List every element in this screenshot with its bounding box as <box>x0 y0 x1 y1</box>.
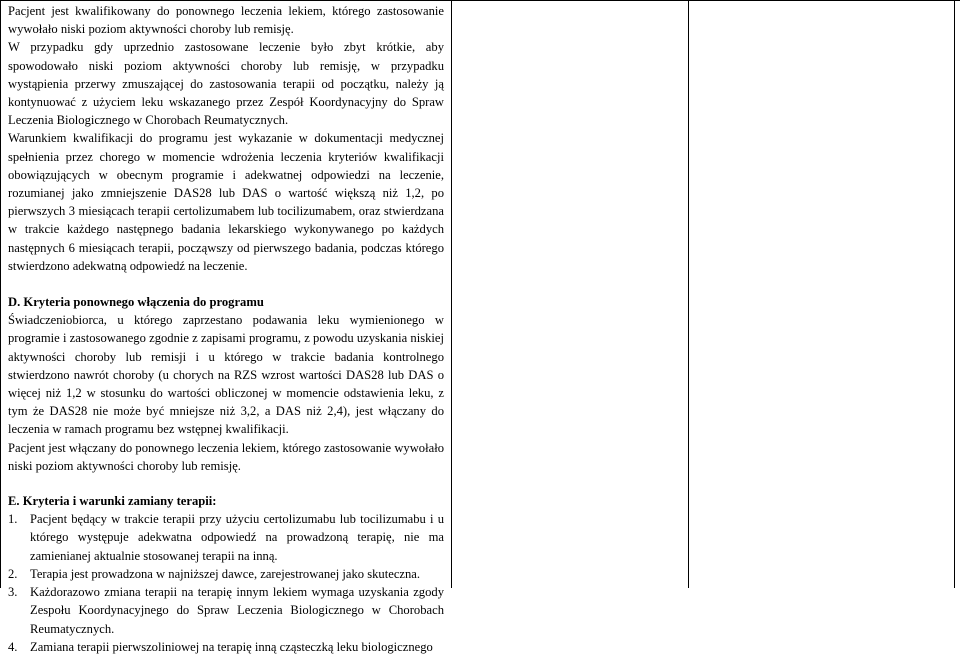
list-item-number: 4. <box>8 639 18 654</box>
section-d-paragraph-2: Pacjent jest włączany do ponownego leczenia lekiem, którego zastosowanie wywołało niski poziom aktywności choroby lub remisję. <box>8 440 444 473</box>
left-cell-content <box>8 2 444 656</box>
intro-paragraph-2: W przypadku gdy uprzednio zastosowane leczenie było zbyt krótkie, aby spowodowało niski poziom aktywności choroby lub remisję, w przypadku wystąpienia przerwy zmuszającej do zastosowania terapii od początku, należy ją kontynuować z użyciem leku wskazanego przez Zespół Koordynacyjny do Spraw Leczenia Biologicznego w Chorobach Reumatycznych. <box>8 40 444 128</box>
list-item-number: 1. <box>8 512 18 527</box>
list-item <box>8 510 444 565</box>
list-item-text: Każdorazowo zmiana terapii na terapię innym lekiem wymaga uzyskania zgody Zespołu Koordynacyjnego do Spraw Leczenia Biologicznego w Chorobach Reumatycznych. <box>30 585 444 636</box>
table-border-right <box>954 1 955 588</box>
intro-paragraph-3: Warunkiem kwalifikacji do programu jest wykazanie w dokumentacji medycznej spełnienia przez chorego w momencie wdrożenia leczenia kryteriów kwalifikacji obowiązujących w obecnym programie i adekwatnej odpowiedzi na leczenie, rozumianej jako zmniejszenie DAS28 lub DAS o wartość większą niż 1,2, po pierwszych 3 miesiącach terapii certolizumabem lub tocilizumabem, oraz stwierdzana w trakcie każdego następnego badania lekarskiego wykonywanego po każdych następnych 6 miesiącach terapii, począwszy od pierwszego badania, podczas którego stwierdzono adekwatną odpowiedź na leczenie. <box>8 131 444 273</box>
table-column-divider-1 <box>451 1 452 588</box>
list-item <box>8 583 444 638</box>
list-item <box>8 565 444 583</box>
section-d-paragraph-1: Świadczeniobiorca, u którego zaprzestano podawania leku wymienionego w programie i zastosowanego zgodnie z zapisami programu, z powodu uzyskania niskiej aktywności choroby lub remisji i u którego w trakcie badania kontrolnego stwierdzono nawrót choroby (u chorych na RZS wzrost wartości DAS28 lub DAS o więcej niż 1,2 w stosunku do wartości obliczonej w momencie odstawienia leku, z tym że DAS28 nie może być mniejsze niż 3,2, a DAS niż 2,4), jest włączany do leczenia w ramach programu bez wstępnej kwalifikacji. <box>8 313 444 437</box>
list-item-number: 3. <box>8 585 18 600</box>
section-e-heading: E. Kryteria i warunki zamiany terapii: <box>8 494 217 509</box>
list-item-text: Zamiana terapii pierwszoliniowej na terapię inną cząsteczką leku biologicznego <box>30 639 433 654</box>
section-e-list <box>8 510 444 656</box>
list-item-text: Pacjent będący w trakcie terapii przy użyciu certolizumabu lub tocilizumabu i u którego występuje adekwatna odpowiedź na prowadzoną terapię, nie ma zamienianej aktualnie stosowanej terapii na inną. <box>30 512 444 563</box>
intro-paragraph-1: Pacjent jest kwalifikowany do ponownego leczenia lekiem, którego zastosowanie wywołało niski poziom aktywności choroby lub remisję. <box>8 4 444 37</box>
section-d-heading: D. Kryteria ponownego włączenia do programu <box>8 295 264 310</box>
list-item-text: Terapia jest prowadzona w najniższej dawce, zarejestrowanej jako skuteczna. <box>30 566 421 581</box>
list-item-number: 2. <box>8 566 18 581</box>
table-border-left <box>0 1 1 588</box>
list-item <box>8 638 444 656</box>
table-column-divider-2 <box>688 1 689 588</box>
